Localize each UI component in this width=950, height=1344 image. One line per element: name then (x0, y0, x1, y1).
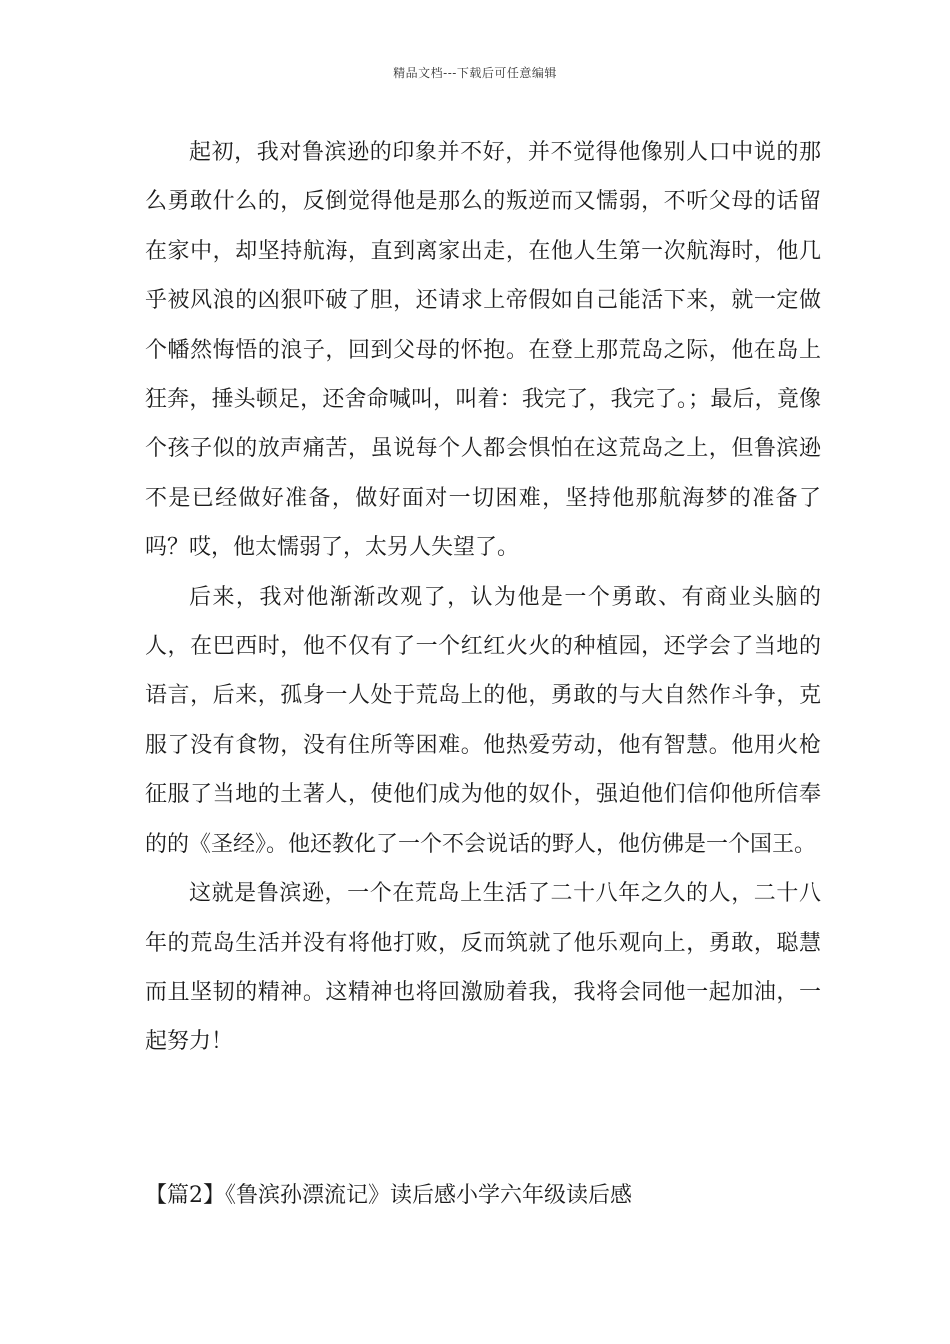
page-header: 精品文档---下载后可任意编辑 (393, 66, 557, 80)
section-title: 【篇2】《鲁滨孙漂流记》读后感小学六年级读后感 (145, 1183, 632, 1208)
paragraph-3: 这就是鲁滨逊，一个在荒岛上生活了二十八年之久的人，二十八年的荒岛生活并没有将他打败，反而筑就了他乐观向上，勇敢，聪慧而且坚韧的精神。这精神也将回激励着我，我将会同他一起加油，一起努力！ (145, 881, 821, 1055)
paragraph-2: 后来，我对他渐渐改观了，认为他是一个勇敢、有商业头脑的人，在巴西时，他不仅有了一个红红火火的种植园，还学会了当地的语言，后来，孤身一人处于荒岛上的他，勇敢的与大自然作斗争，克服了没有食物，没有住所等困难。他热爱劳动，他有智慧。他用火枪征服了当地的土著人，使他们成为他的奴仆，强迫他们信仰他所信奉的的《圣经》。他还教化了一个不会说话的野人，他仿佛是一个国王。 (145, 584, 821, 857)
body-text (145, 128, 821, 1067)
paragraph-1: 起初，我对鲁滨逊的印象并不好，并不觉得他像别人口中说的那么勇敢什么的，反倒觉得他是那么的叛逆而又懦弱，不听父母的话留在家中，却坚持航海，直到离家出走，在他人生第一次航海时，他几乎被风浪的凶狠吓破了胆，还请求上帝假如自己能活下来，就一定做个幡然悔悟的浪子，回到父母的怀抱。在登上那荒岛之际，他在岛上狂奔，捶头顿足，还舍命喊叫，叫着：我完了，我完了。；最后，竟像个孩子似的放声痛苦，虽说每个人都会惧怕在这荒岛之上，但鲁滨逊不是已经做好准备，做好面对一切困难，坚持他那航海梦的准备了吗？哎，他太懦弱了，太另人失望了。 (145, 140, 821, 561)
